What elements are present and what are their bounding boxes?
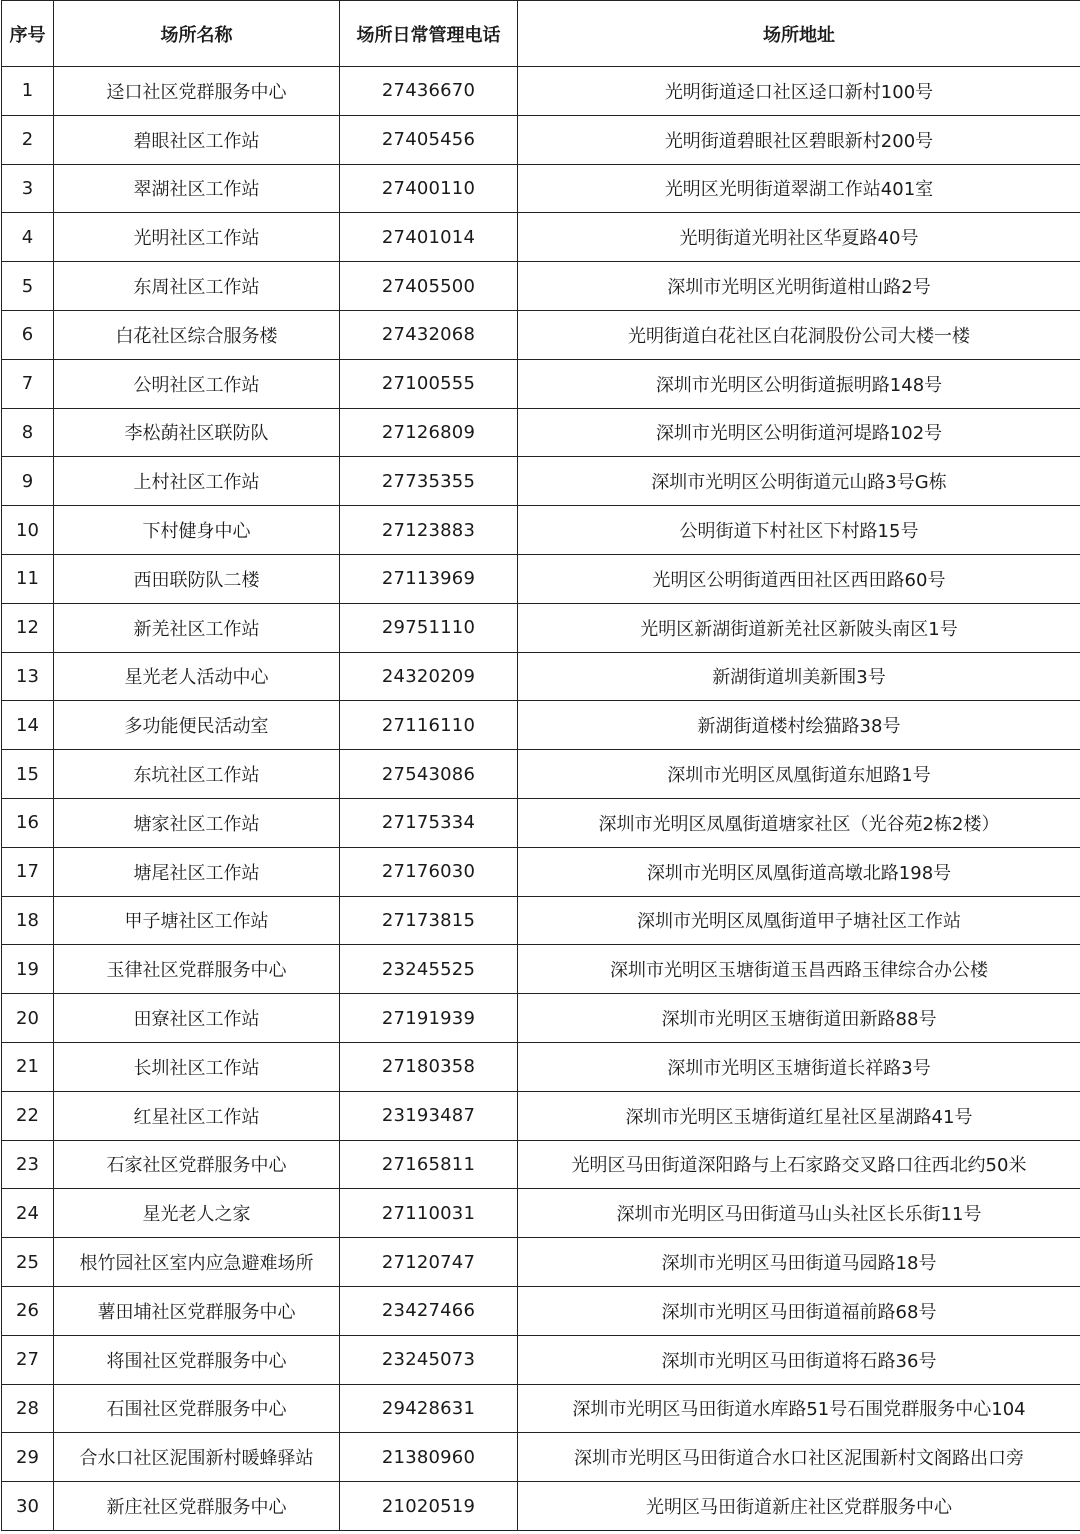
cell-name: 新庄社区党群服务中心 [54, 1482, 340, 1531]
cell-name: 红星社区工作站 [54, 1091, 340, 1140]
cell-phone: 24320209 [340, 652, 518, 701]
cell-index: 24 [2, 1189, 54, 1238]
cell-index: 1 [2, 67, 54, 116]
cell-address: 光明街道碧眼社区碧眼新村200号 [518, 115, 1080, 164]
cell-name: 石围社区党群服务中心 [54, 1384, 340, 1433]
cell-phone: 23245525 [340, 945, 518, 994]
cell-phone: 27405500 [340, 262, 518, 311]
cell-name: 塘尾社区工作站 [54, 847, 340, 896]
cell-name: 薯田埔社区党群服务中心 [54, 1286, 340, 1335]
cell-name: 迳口社区党群服务中心 [54, 67, 340, 116]
table-row [2, 115, 1080, 164]
cell-phone: 27432068 [340, 310, 518, 359]
table-row [2, 994, 1080, 1043]
cell-phone: 27165811 [340, 1140, 518, 1189]
cell-phone: 23193487 [340, 1091, 518, 1140]
cell-phone: 27116110 [340, 701, 518, 750]
cell-address: 深圳市光明区马田街道福前路68号 [518, 1286, 1080, 1335]
cell-name: 星光老人活动中心 [54, 652, 340, 701]
cell-name: 石家社区党群服务中心 [54, 1140, 340, 1189]
venue-table [1, 0, 1080, 1531]
cell-address: 深圳市光明区马田街道马山头社区长乐街11号 [518, 1189, 1080, 1238]
table-row [2, 67, 1080, 116]
cell-phone: 29751110 [340, 603, 518, 652]
cell-index: 13 [2, 652, 54, 701]
cell-address: 光明街道白花社区白花洞股份公司大楼一楼 [518, 310, 1080, 359]
cell-phone: 27401014 [340, 213, 518, 262]
cell-phone: 27120747 [340, 1238, 518, 1287]
table-row [2, 164, 1080, 213]
table-row [2, 457, 1080, 506]
table-row [2, 1433, 1080, 1482]
cell-index: 29 [2, 1433, 54, 1482]
cell-index: 8 [2, 408, 54, 457]
table-row [2, 1286, 1080, 1335]
cell-name: 碧眼社区工作站 [54, 115, 340, 164]
cell-phone: 27126809 [340, 408, 518, 457]
table-row [2, 506, 1080, 555]
table-row [2, 750, 1080, 799]
cell-name: 东坑社区工作站 [54, 750, 340, 799]
cell-name: 塘家社区工作站 [54, 798, 340, 847]
cell-name: 多功能便民活动室 [54, 701, 340, 750]
cell-index: 17 [2, 847, 54, 896]
cell-name: 新羌社区工作站 [54, 603, 340, 652]
cell-index: 6 [2, 310, 54, 359]
cell-index: 16 [2, 798, 54, 847]
table-row [2, 1140, 1080, 1189]
table-row [2, 798, 1080, 847]
cell-address: 光明区公明街道西田社区西田路60号 [518, 554, 1080, 603]
cell-index: 15 [2, 750, 54, 799]
table-row [2, 1384, 1080, 1433]
cell-address: 深圳市光明区玉塘街道田新路88号 [518, 994, 1080, 1043]
cell-address: 深圳市光明区马田街道合水口社区泥围新村文阁路出口旁 [518, 1433, 1080, 1482]
cell-name: 将围社区党群服务中心 [54, 1335, 340, 1384]
table-header [2, 1, 1080, 67]
cell-index: 9 [2, 457, 54, 506]
cell-name: 光明社区工作站 [54, 213, 340, 262]
cell-name: 田寮社区工作站 [54, 994, 340, 1043]
table-row [2, 701, 1080, 750]
cell-index: 7 [2, 359, 54, 408]
cell-address: 深圳市光明区玉塘街道长祥路3号 [518, 1042, 1080, 1091]
header-name: 场所名称 [54, 1, 340, 67]
cell-index: 2 [2, 115, 54, 164]
cell-address: 深圳市光明区凤凰街道东旭路1号 [518, 750, 1080, 799]
table-row [2, 1238, 1080, 1287]
cell-phone: 27175334 [340, 798, 518, 847]
cell-phone: 27110031 [340, 1189, 518, 1238]
cell-phone: 29428631 [340, 1384, 518, 1433]
cell-phone: 27176030 [340, 847, 518, 896]
cell-address: 深圳市光明区凤凰街道高墩北路198号 [518, 847, 1080, 896]
cell-address: 深圳市光明区凤凰街道甲子塘社区工作站 [518, 896, 1080, 945]
cell-index: 3 [2, 164, 54, 213]
cell-address: 深圳市光明区马田街道将石路36号 [518, 1335, 1080, 1384]
cell-index: 5 [2, 262, 54, 311]
cell-phone: 27400110 [340, 164, 518, 213]
table-row [2, 310, 1080, 359]
cell-address: 光明区马田街道新庄社区党群服务中心 [518, 1482, 1080, 1531]
cell-phone: 27180358 [340, 1042, 518, 1091]
cell-name: 上村社区工作站 [54, 457, 340, 506]
cell-index: 19 [2, 945, 54, 994]
cell-name: 根竹园社区室内应急避难场所 [54, 1238, 340, 1287]
cell-phone: 27123883 [340, 506, 518, 555]
header-row [2, 1, 1080, 67]
cell-index: 30 [2, 1482, 54, 1531]
table-row [2, 213, 1080, 262]
cell-index: 20 [2, 994, 54, 1043]
table-row [2, 1335, 1080, 1384]
cell-index: 11 [2, 554, 54, 603]
table-row [2, 1091, 1080, 1140]
cell-index: 25 [2, 1238, 54, 1287]
cell-phone: 27100555 [340, 359, 518, 408]
cell-name: 玉律社区党群服务中心 [54, 945, 340, 994]
cell-index: 28 [2, 1384, 54, 1433]
cell-address: 深圳市光明区公明街道元山路3号G栋 [518, 457, 1080, 506]
table-row [2, 847, 1080, 896]
table-row [2, 603, 1080, 652]
cell-address: 深圳市光明区玉塘街道玉昌西路玉律综合办公楼 [518, 945, 1080, 994]
cell-address: 深圳市光明区公明街道河堤路102号 [518, 408, 1080, 457]
table-row [2, 896, 1080, 945]
header-address: 场所地址 [518, 1, 1080, 67]
header-phone: 场所日常管理电话 [340, 1, 518, 67]
table-row [2, 554, 1080, 603]
cell-name: 白花社区综合服务楼 [54, 310, 340, 359]
cell-address: 新湖街道楼村绘猫路38号 [518, 701, 1080, 750]
table-row [2, 1042, 1080, 1091]
cell-address: 光明街道光明社区华夏路40号 [518, 213, 1080, 262]
cell-address: 深圳市光明区马田街道马园路18号 [518, 1238, 1080, 1287]
cell-name: 长圳社区工作站 [54, 1042, 340, 1091]
cell-phone: 23245073 [340, 1335, 518, 1384]
table-row [2, 359, 1080, 408]
table-row [2, 945, 1080, 994]
table-row [2, 262, 1080, 311]
cell-name: 李松蓢社区联防队 [54, 408, 340, 457]
cell-index: 26 [2, 1286, 54, 1335]
cell-address: 新湖街道圳美新围3号 [518, 652, 1080, 701]
cell-index: 21 [2, 1042, 54, 1091]
cell-phone: 27543086 [340, 750, 518, 799]
cell-phone: 27735355 [340, 457, 518, 506]
cell-index: 10 [2, 506, 54, 555]
header-index: 序号 [2, 1, 54, 67]
cell-address: 光明区马田街道深阳路与上石家路交叉路口往西北约50米 [518, 1140, 1080, 1189]
cell-phone: 27436670 [340, 67, 518, 116]
cell-index: 14 [2, 701, 54, 750]
cell-name: 西田联防队二楼 [54, 554, 340, 603]
table-row [2, 408, 1080, 457]
cell-address: 深圳市光明区凤凰街道塘家社区（光谷苑2栋2楼） [518, 798, 1080, 847]
table-row [2, 1482, 1080, 1531]
cell-index: 22 [2, 1091, 54, 1140]
cell-name: 下村健身中心 [54, 506, 340, 555]
cell-phone: 23427466 [340, 1286, 518, 1335]
cell-index: 12 [2, 603, 54, 652]
cell-index: 18 [2, 896, 54, 945]
cell-address: 深圳市光明区玉塘街道红星社区星湖路41号 [518, 1091, 1080, 1140]
cell-phone: 27113969 [340, 554, 518, 603]
cell-address: 光明区新湖街道新羌社区新陂头南区1号 [518, 603, 1080, 652]
table-body [2, 67, 1080, 1531]
table-row [2, 652, 1080, 701]
cell-name: 合水口社区泥围新村暖蜂驿站 [54, 1433, 340, 1482]
cell-address: 深圳市光明区公明街道振明路148号 [518, 359, 1080, 408]
cell-address: 公明街道下村社区下村路15号 [518, 506, 1080, 555]
cell-address: 深圳市光明区马田街道水库路51号石围党群服务中心104 [518, 1384, 1080, 1433]
cell-index: 27 [2, 1335, 54, 1384]
cell-phone: 27405456 [340, 115, 518, 164]
cell-name: 公明社区工作站 [54, 359, 340, 408]
cell-phone: 21380960 [340, 1433, 518, 1482]
cell-name: 翠湖社区工作站 [54, 164, 340, 213]
cell-address: 光明街道迳口社区迳口新村100号 [518, 67, 1080, 116]
cell-address: 深圳市光明区光明街道柑山路2号 [518, 262, 1080, 311]
cell-name: 星光老人之家 [54, 1189, 340, 1238]
cell-phone: 21020519 [340, 1482, 518, 1531]
table-row [2, 1189, 1080, 1238]
cell-name: 东周社区工作站 [54, 262, 340, 311]
cell-name: 甲子塘社区工作站 [54, 896, 340, 945]
cell-index: 4 [2, 213, 54, 262]
cell-phone: 27191939 [340, 994, 518, 1043]
cell-index: 23 [2, 1140, 54, 1189]
cell-address: 光明区光明街道翠湖工作站401室 [518, 164, 1080, 213]
cell-phone: 27173815 [340, 896, 518, 945]
